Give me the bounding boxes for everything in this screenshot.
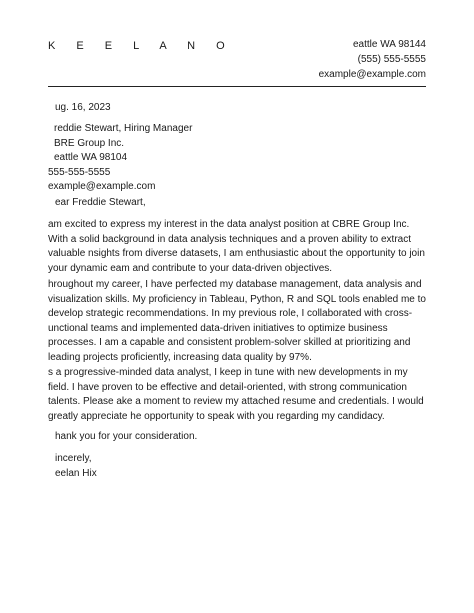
recipient-company: BRE Group Inc.: [54, 137, 125, 149]
recipient-city-state-zip: eattle WA 98104: [54, 152, 128, 163]
signature-name: eelan Hix: [55, 467, 97, 479]
header-divider: [48, 86, 426, 87]
recipient-phone: 555-555-5555: [48, 166, 111, 178]
recipient-email: example@example.com: [48, 181, 156, 192]
applicant-name: K E E L A N O: [48, 40, 234, 52]
letter-date: ug. 16, 2023: [55, 102, 111, 113]
applicant-city-state-zip: eattle WA 98144: [352, 39, 426, 50]
body-paragraph-1: am excited to express my interest in the data analyst position at CBRE Group Inc. With a solid background in data analysis techniques and a proven ability to extract valuable nsights from diverse datasets, I am enthusiastic about the opportunity to join your dynamic eam and contribute to your data-driven objectives.: [48, 219, 425, 274]
applicant-phone: (555) 555-5555: [357, 54, 426, 65]
signoff: incerely,: [55, 453, 92, 464]
signoff-block: [55, 452, 97, 481]
recipient-block: [48, 122, 192, 195]
salutation: ear Freddie Stewart,: [55, 197, 146, 208]
applicant-email: example@example.com: [318, 69, 426, 80]
body-paragraph-3: s a progressive-minded data analyst, I keep in tune with new developments in my field. I have proven to be effective and detail-oriented, with strong communication talents. Please ake a moment to review my attached resume and credentials. I would greatly appreciate he opportunity to speak with you regarding my candidacy.: [48, 367, 424, 422]
closing-line: hank you for your consideration.: [55, 431, 198, 442]
applicant-contact-block: [319, 37, 426, 82]
body-paragraph-2: hroughout my career, I have perfected my database management, data analysis and visualization skills. My proficiency in Tableau, Python, R and SQL tools enabled me to develop strategic recommendations. In my previous role, I collaborated with cross-unctional teams and implemented data-driven initiatives to optimize business processes. I am a capable and consistent problem-solver skilled at prioritizing and leading projects proficiently, increasing data quality by 97%.: [48, 279, 426, 363]
recipient-name-title: reddie Stewart, Hiring Manager: [54, 123, 193, 134]
